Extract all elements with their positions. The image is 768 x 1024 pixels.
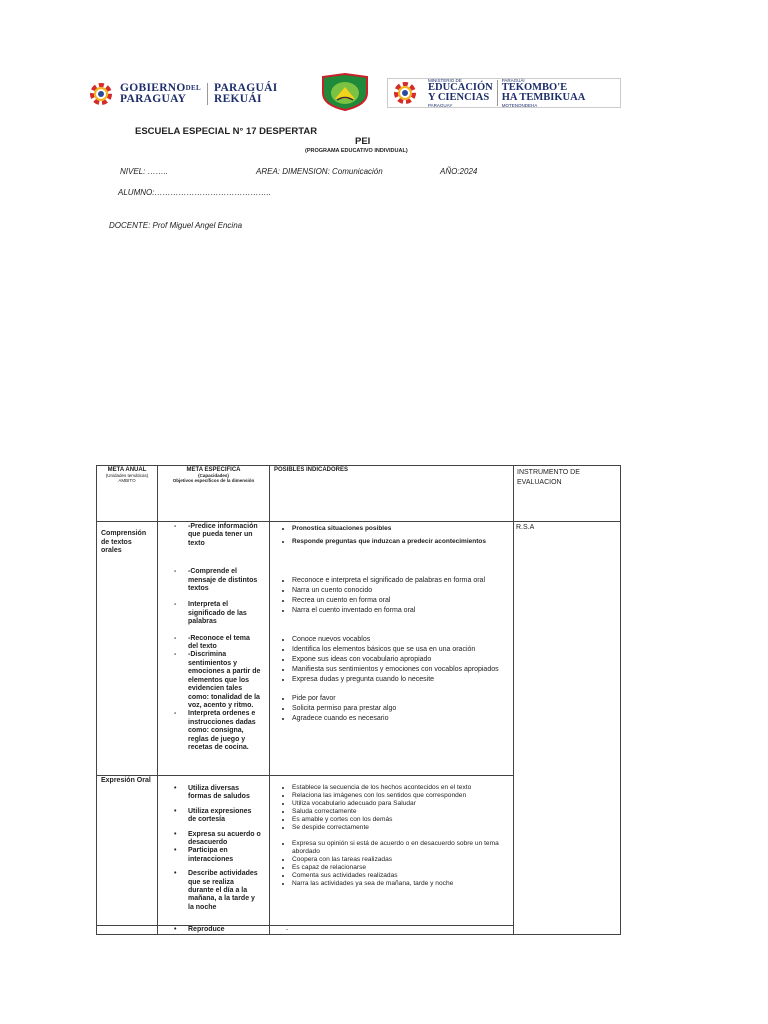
table-row <box>97 522 621 776</box>
doc-subtitle: (PROGRAMA EDUCATIVO INDIVIDUAL) <box>305 148 408 154</box>
alumno-field: ALUMNO:…………………………………….. <box>118 188 271 197</box>
mec-gn-line2: HA TEMBIKUAA <box>501 92 586 103</box>
mec-gn-line1: TEKOMBO'E <box>501 82 568 93</box>
school-shield-icon <box>319 73 371 111</box>
mec-gn-small-top: PARAGUÁI <box>501 78 525 83</box>
indicator-item: • Narra un cuento conocido <box>292 586 513 596</box>
logo-divider <box>497 80 498 106</box>
indicator-item: • Es capaz de relacionarse <box>292 864 513 872</box>
meta-item: • Describe actividades que se realiza durante el día a la mañana, a la tarde y la noche <box>174 870 258 911</box>
indicator-item: • Narra las actividades ya sea de mañana, tarde y noche <box>292 880 513 888</box>
indicator-item: • Es amable y cortes con los demás <box>292 816 513 824</box>
indicator-item: • Pide por favor <box>292 694 513 704</box>
mec-logo <box>387 78 621 108</box>
mec-small-top: MINISTERIO DE <box>428 78 462 83</box>
header-indicadores: POSIBLES INDICADORES <box>270 466 514 522</box>
logo-divider <box>207 83 208 105</box>
indicator-item: • Establece la secuencia de los hechos acontecidos en el texto <box>292 784 513 792</box>
indicadores-cell: - <box>270 926 514 935</box>
indicator-item: • Recrea un cuento en forma oral <box>292 596 513 606</box>
school-name: ESCUELA ESPECIAL N° 17 DESPERTAR <box>135 126 318 137</box>
gov-left-del: DEL <box>185 84 201 92</box>
meta-item: - -Comprende el mensaje de distintos textos <box>174 568 258 593</box>
meta-item: • Utiliza diversas formas de saludos <box>174 785 250 801</box>
indicator-item: • Agradece cuando es necesario <box>292 714 513 724</box>
ambito-cell: Comprensión de textos orales <box>97 522 158 776</box>
doc-title: PEI <box>355 136 371 147</box>
indicator-item: • Solicita permiso para prestar algo <box>292 704 513 714</box>
docente-field: DOCENTE: Prof Miguel Angel Encina <box>109 221 243 230</box>
meta-item: • Reproduce <box>174 926 225 933</box>
gobierno-logo <box>88 82 310 106</box>
gov-right-line1: PARAGUÁI <box>213 82 278 94</box>
passionflower-icon <box>392 82 418 104</box>
nivel-field: NIVEL: …….. <box>120 167 169 176</box>
indicator-item: • Conoce nuevos vocablos <box>292 635 513 645</box>
anio-field: AÑO:2024 <box>440 167 478 176</box>
mec-line2: Y CIENCIAS <box>428 92 490 103</box>
meta-cell <box>158 522 270 776</box>
header-meta-anual: META ANUAL (Unidades temáticas) AMBITO <box>97 466 158 522</box>
indicadores-cell <box>270 776 514 926</box>
indicator-item: • Expresa dudas y pregunta cuando lo necesite <box>292 675 513 685</box>
indicator-item: • Expresa su opinión si está de acuerdo o en desacuerdo sobre un tema abordado <box>292 840 513 856</box>
indicator-item: • Identifica los elementos básicos que se usa en una oración <box>292 645 513 655</box>
indicator-item: • Comenta sus actividades realizadas <box>292 872 513 880</box>
pei-table <box>96 465 621 935</box>
meta-item: • Utiliza expresiones de cortesía <box>174 807 252 824</box>
ambito-cell <box>97 926 158 935</box>
indicator-item: • Coopera con las tareas realizadas <box>292 856 513 864</box>
header-meta-especifica: META ESPECIFICA (Capacidades) Objetivos específicos de la dimensión <box>158 466 270 522</box>
indicator-item: • Utiliza vocabulario adecuado para Saludar <box>292 800 513 808</box>
meta-item: - -Reconoce el tema del texto <box>174 634 250 651</box>
meta-item: • Expresa su acuerdo o desacuerdo <box>174 830 261 847</box>
ambito-cell: Expresión Oral <box>97 776 158 926</box>
indicator-item: • Saluda correctamente <box>292 808 513 816</box>
meta-item: - Interpreta ordenes e instrucciones dadas como: consigna, reglas de juego y recetas de cocina. <box>174 710 256 751</box>
passionflower-icon <box>88 83 114 105</box>
meta-cell <box>158 776 270 926</box>
meta-item: - -Discrimina sentimientos y emociones a partir de elementos que los evidencien tales como: tonalidad de la voz, acento y ritmo. <box>174 651 261 709</box>
mec-gn-small-bottom: MOTENONDEHA <box>501 103 538 108</box>
header-instrumento: INSTRUMENTO DE EVALUACION <box>514 466 621 522</box>
indicator-item: • Reconoce e interpreta el significado de palabras en forma oral <box>292 576 513 586</box>
indicator-item: • Responde preguntas que induzcan a predecir acontecimientos <box>292 535 513 548</box>
indicator-item: • Narra el cuento inventado en forma oral <box>292 606 513 616</box>
indicator-item: • Se despide correctamente <box>292 824 513 832</box>
area-field: AREA: DIMENSION: Comunicación <box>256 167 383 176</box>
gov-left-line1: GOBIERNO <box>120 82 186 94</box>
indicator-item: • Manifiesta sus sentimientos y emociones con vocablos apropiados <box>292 665 513 675</box>
indicator-item: • Expone sus ideas con vocabulario apropiado <box>292 655 513 665</box>
instrumento-cell: R.S.A <box>514 522 621 935</box>
mec-small-bottom: PARAGUAY <box>428 103 453 108</box>
gov-right-line2: REKUÁI <box>213 93 262 105</box>
gov-left-line2: PARAGUAY <box>120 93 187 105</box>
indicadores-cell <box>270 522 514 776</box>
table-header-row <box>97 466 621 522</box>
meta-item: • Participa en interacciones <box>174 847 234 863</box>
header-logos <box>88 76 620 110</box>
indicator-item: • Pronostica situaciones posibles <box>292 522 513 535</box>
indicator-item: • Relaciona las imágenes con los sentidos que corresponden <box>292 792 513 800</box>
meta-item: - -Predice información que pueda tener un texto <box>174 523 258 547</box>
meta-cell <box>158 926 270 935</box>
mec-line1: EDUCACIÓN <box>428 82 493 93</box>
meta-item: - Interpreta el significado de las palabras <box>174 601 247 626</box>
